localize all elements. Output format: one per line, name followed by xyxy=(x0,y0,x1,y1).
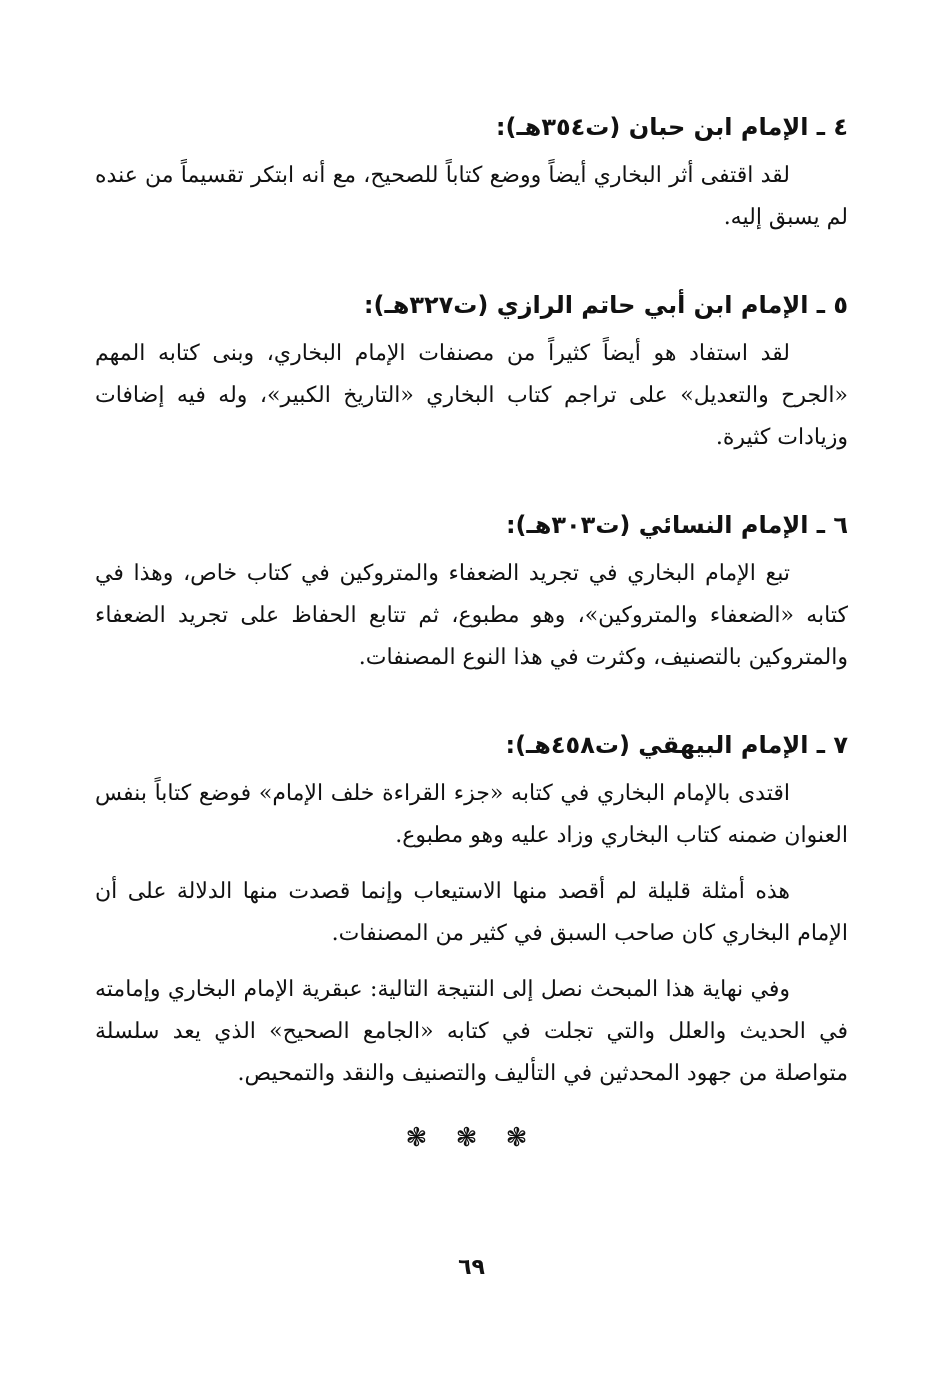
closing-paragraph-examples: هذه أمثلة قليلة لم أقصد منها الاستيعاب وإنما قصدت منها الدلالة على أن الإمام البخاري كان صاحب السبق في كثير من المصنفات. xyxy=(95,879,848,946)
section-paragraph: تبع الإمام البخاري في تجريد الضعفاء والمتروكين في كتاب خاص، وهذا في كتابه «الضعفاء والمتروكين»، وهو مطبوع، ثم تتابع الحفاظ على تجريد الضعفاء والمتروكين بالتصنيف، وكثرت في هذا النوع المصنفات. xyxy=(95,561,848,670)
section-nasai xyxy=(95,503,848,679)
section-divider-ornament: ❃ ❃ ❃ xyxy=(405,1123,538,1153)
section-heading: ٦ ـ الإمام النسائي (ت٣٠٣هـ): xyxy=(505,511,848,539)
section-heading: ٥ ـ الإمام ابن أبي حاتم الرازي (ت٣٢٧هـ): xyxy=(363,291,848,319)
section-paragraph: لقد استفاد هو أيضاً كثيراً من مصنفات الإمام البخاري، وبنى كتابه المهم «الجرح والتعديل» على تراجم كتاب البخاري «التاريخ الكبير»، وله فيه إضافات وزيادات كثيرة. xyxy=(95,341,848,450)
section-bayhaqi xyxy=(95,723,848,857)
section-ibn-hibban xyxy=(95,105,848,239)
closing-paragraph-conclusion: وفي نهاية هذا المبحث نصل إلى النتيجة التالية: عبقرية الإمام البخاري وإمامته في الحديث والعلل والتي تجلت في كتابه «الجامع الصحيح» الذي يعد سلسلة متواصلة من جهود المحدثين في التأليف والتصنيف والنقد والتمحيص. xyxy=(95,977,848,1086)
page-body xyxy=(95,105,848,1153)
section-paragraph: اقتدى بالإمام البخاري في كتابه «جزء القراءة خلف الإمام» فوضع كتاباً بنفس العنوان ضمنه كتاب البخاري وزاد عليه وهو مطبوع. xyxy=(95,781,848,848)
section-paragraph: لقد اقتفى أثر البخاري أيضاً ووضع كتاباً للصحيح، مع أنه ابتكر تقسيماً من عنده لم يسبق إليه. xyxy=(95,163,848,230)
section-heading: ٤ ـ الإمام ابن حبان (ت٣٥٤هـ): xyxy=(495,113,848,141)
page-number: ٦٩ xyxy=(458,1255,485,1280)
section-heading: ٧ ـ الإمام البيهقي (ت٤٥٨هـ): xyxy=(505,731,848,759)
section-ibn-abi-hatim xyxy=(95,283,848,459)
